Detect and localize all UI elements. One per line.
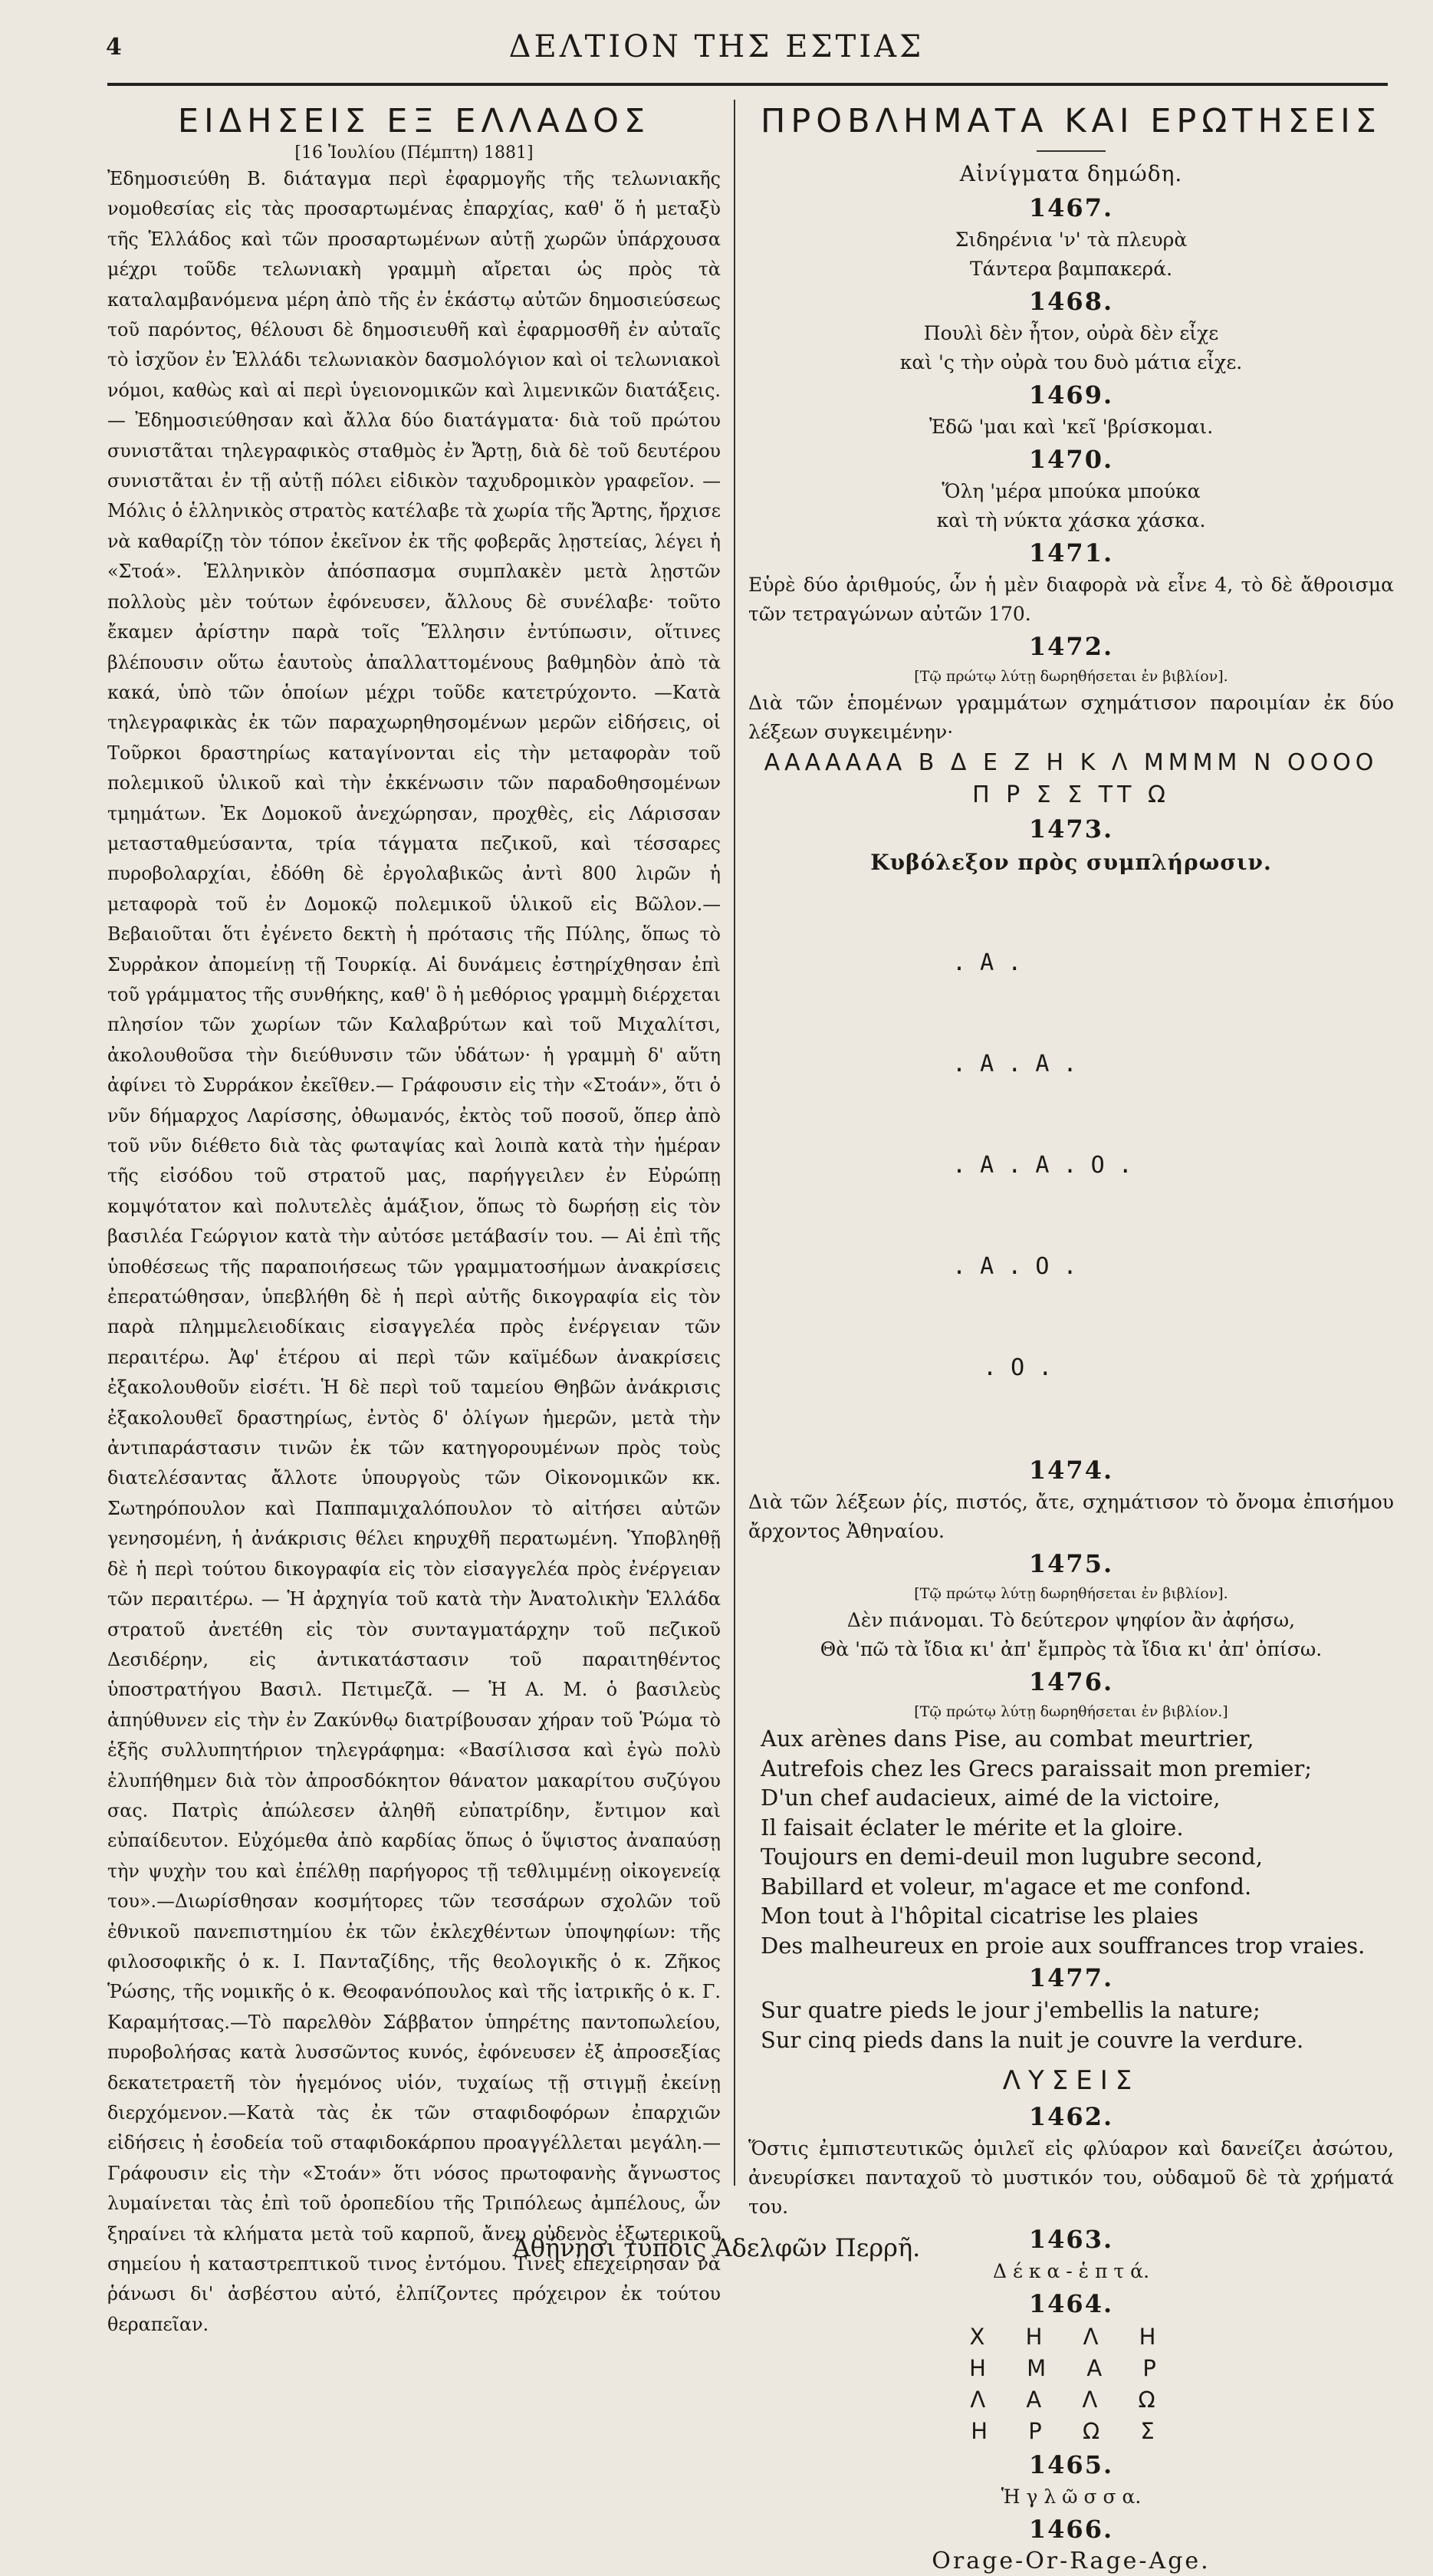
problem-1473-text: Κυβόλεξον πρὸς συμπλήρωσιν.	[870, 850, 1272, 875]
problem-1472-number: 1472.	[1028, 632, 1114, 661]
poem-line: Des malheureux en proie aux souffrances trop vraies.	[761, 1932, 1366, 1959]
grid-row: Η Ρ Ω Σ	[971, 2418, 1172, 2444]
problem-1476-prize: [Τῷ πρώτῳ λύτῃ δωρηθήσεται ἐν βιβλίον.]	[914, 1703, 1228, 1720]
problems-column	[745, 100, 1397, 2576]
problem-1470-line2: καὶ τὴ νύκτα χάσκα χάσκα.	[936, 509, 1206, 531]
problem-1471-number: 1471.	[1028, 538, 1114, 568]
poem-line: Sur cinq pieds dans la nuit je couvre la verdure.	[761, 2026, 1304, 2053]
title-rule	[1037, 150, 1106, 152]
word-square-row: . Α . Α .	[952, 1051, 1077, 1077]
problem-1472-prize: [Τῷ πρώτῳ λύτῃ δωρηθήσεται ἐν βιβλίον].	[914, 668, 1228, 685]
page-number: 4	[106, 34, 122, 61]
solution-1466-number: 1466.	[1028, 2515, 1114, 2544]
problem-1477-number: 1477.	[1028, 1963, 1114, 1992]
poem-line: Il faisait éclater le mérite et la gloire.	[761, 1814, 1184, 1841]
solution-1465-text: Ἡ γ λ ῶ σ σ α.	[1001, 2486, 1142, 2508]
solutions-title: ΛΥΣΕΙΣ	[1002, 2065, 1140, 2096]
solution-1466-text: Orage-Or-Rage-Age.	[932, 2548, 1211, 2574]
problem-1470-line1: Ὅλη 'μέρα μπούκα μπούκα	[942, 480, 1201, 502]
word-square-grid	[745, 879, 1397, 1452]
news-body: Ἐδημοσιεύθη Β. διάταγμα περὶ ἐφαρμογῆς τῆς τελωνιακῆς νομοθεσίας εἰς τὰς προσαρτωμένας ἐπαρχίας, καθ' ὅ ἡ μεταξὺ τῆς Ἑλλάδος καὶ τῶν προσαρτωμένων αὐτῇ χωρῶν ὑπάρχουσα μέχρι τοῦδε τελωνιακὴ γραμμὴ αἴρεται ὡς πρὸς τὰ καταλαμβανόμενα μέρη ἀπὸ τῆς ἐν ἑκάστῳ αὐτῶν δημοσιεύσεως τοῦ παρόντος, θέλουσι δὲ δημοσιευθῆ καὶ ἐφαρμοσθῆ ἐν αὐταῖς τὸ ἰσχῦον ἐν Ἑλλάδι τελωνιακὸν δασμολόγιον καὶ οἱ τελωνιακοὶ νόμοι, καθὼς καὶ αἱ περὶ ὑγειονομικῶν καὶ λιμενικῶν διατάξεις. — Ἐδημοσιεύθησαν καὶ ἄλλα δύο διατάγματα· διὰ τοῦ πρώτου συνιστᾶται τηλεγραφικὸς σταθμὸς ἐν Ἄρτῃ, διὰ δὲ τοῦ δευτέρου συνιστᾶται ἐν τῇ αὐτῇ πόλει εἰδικὸν ταχυδρομικὸν γραφεῖον. — Μόλις ὁ ἑλληνικὸς στρατὸς κατέλαβε τὰ χωρία τῆς Ἄρτης, ἤρχισε νὰ καθαρίζῃ τὸν τόπον ἐκεῖνον ἐκ τῆς φοβερᾶς λῃστείας, λέγει ἡ «Στοά». Ἑλληνικὸν ἀπόσπασμα συμπλακὲν μετὰ λῃστῶν πολλοὺς μὲν τούτων ἐφόνευσεν, ἄλλους δὲ συνέλαβε· τοῦτο ἔκαμεν ἀρίστην παρὰ τοῖς Ἕλλησιν ἐντύπωσιν, οἵτινες βλέπουσιν οὕτω ἑαυτοὺς ἀπαλλαττομένους βαθμηδὸν ἀπὸ τὰ κακά, ὑπὸ τῶν ὁποίων μέχρι τοῦδε κατετρύχοντο. —Κατὰ τηλεγραφικὰς ἐκ τῶν παραχωρηθησομένων μερῶν εἰδήσεις, οἱ Τοῦρκοι δραστηρίως καταγίνονται εἰς τὴν μεταφορὰν τοῦ πολεμικοῦ ὑλικοῦ καὶ τὴν ἐκκένωσιν τῶν παραδοθησομένων τμημάτων. Ἐκ Δομοκοῦ ἀνεχώρησαν, προχθὲς, εἰς Λάρισσαν μετασταθμεύσαντα, τρία τάγματα πεζικοῦ, καὶ τέσσαρες πυροβολαρχίαι, ἐδόθη δὲ ἐργολαβικῶς ἀντὶ 800 λιρῶν ἡ μεταφορὰ τοῦ ἐν Δομοκῷ πολεμικοῦ ὑλικοῦ εἰς Βῶλον.—Βεβαιοῦται ὅτι ἐγένετο δεκτὴ ἡ πρότασις τῆς Πύλης, ὅπως τὸ Συρρἀκον ἀπομείνῃ τῇ Τουρκίᾳ. Αἱ δυνάμεις ἐστηρίχθησαν ἐπὶ τοῦ γράμματος τῆς συνθήκης, καθ' ὃ ἡ μεθόριος γραμμὴ διέρχεται πλησίον τῶν χωρίων τῶν Καλαβρύτων καὶ τοῦ Μιχαλίτσι, ἀκολουθοῦσα τὴν διεύθυνσιν τῶν ὑδάτων· ἡ γραμμὴ δ' αὕτη ἀφίνει τὸ Συρράκον ἐκεῖθεν.— Γράφουσιν εἰς τὴν «Στοάν», ὅτι ὁ νῦν δήμαρχος Λαρίσσης, ὀθωμανός, ἐκτὸς τοῦ ποσοῦ, ὅπερ ἀπὸ τοῦ νῦν διέθετο διὰ τὰς φωταψίας καὶ λοιπὰ κατὰ τὴν ἡμέραν τῆς εἰσόδου τοῦ στρατοῦ μας, παρήγγειλεν ἐν Εὐρώπῃ κομψότατον καὶ πολυτελὲς ἁμάξιον, ὅπως τὸ δωρήσῃ εἰς τὸν βασιλέα Γεώργιον κατὰ τὴν αὐτόσε μετάβασίν του. — Αἱ ἐπὶ τῆς ὑποθέσεως τῆς παραποιήσεως τῶν γραμματοσήμων ἀνακρίσεις ἐπερατώθησαν, ὑπεβλήθη δὲ ἡ περὶ αὐτῆς δικογραφία εἰς τὸν παρὰ πλημμελειοδίκαις εἰσαγγελέα πρὸς ἐνέργειαν τῶν περαιτέρω. Ἀφ' ἑτέρου αἱ περὶ τῶν καϊμέδων ἀνακρίσεις ἐξακολουθοῦν εἰσέτι. Ἡ δὲ περὶ τοῦ ταμείου Θηβῶν ἀνάκρισις ἐξακολουθεῖ δραστηρίως, ἐντὸς δ' ὀλίγων ἡμερῶν, μετὰ τὴν ἀντιπαράστασιν τινῶν ἐκ τῶν κατηγορουμένων πρὸς τοὺς διατελέσαντας ἄλλοτε ὑπουργοὺς τῶν Οἰκονομικῶν κκ. Σωτηρόπουλον καὶ Παππαμιχαλόπουλον τὸ αἰτήσει αὐτῶν γενησομένη, ἡ ἀνάκρισις θέλει κηρυχθῆ περατωμένη. Ὑποβληθῇ δὲ ἡ περὶ τούτου δικογραφία εἰς τὸν εἰσαγγελέα πρὸς ἐνέργειαν τῶν περαιτέρω. — Ἡ ἀρχηγία τοῦ κατὰ τὴν Ἀνατολικὴν Ἑλλάδα στρατοῦ ἀνετέθη εἰς τὸν συνταγματάρχην τοῦ πεζικοῦ Δεσιδέρην, εἰς ἀντικατάστασιν τοῦ παραιτηθέντος ὑποστρατήγου Βασιλ. Πετιμεζᾶ. — Ἡ Α. Μ. ὁ βασιλεὺς ἀπηύθυνεν εἰς τὴν ἐν Ζακύνθῳ διατρίβουσαν χήραν τοῦ Ῥώμα τὸ ἑξῆς συλλυπητήριον τηλεγράφημα: «Βασίλισσα καὶ ἐγὼ πολὺ ἐλυπήθημεν διὰ τὸν ἀπροσδόκητον θάνατον μακαρίτου συζύγου σας. Πατρὶς ἀπώλεσεν ἀληθῆ εὐπατρίδην, ἔντιμον καὶ εὐπαίδευτον. Εὐχόμεθα ἀπὸ καρδίας ὅπως ὁ ὕψιστος ἀναπαύσῃ τὴν ψυχὴν του καὶ ἐπέλθῃ παρήγορος τῇ τεθλιμμένῃ οἰκογενείᾳ του».—Διωρίσθησαν κοσμήτορες τῶν τεσσάρων σχολῶν τοῦ ἐθνικοῦ πανεπιστημίου ἐκ τῶν ἐκλεχθέντων ὑποψηφίων: τῆς φιλοσοφικῆς ὁ κ. Ι. Πανταζίδης, τῆς θεολογικῆς ὁ κ. Ζῆκος Ῥώσης, τῆς νομικῆς ὁ κ. Θεοφανόπουλος καὶ τῆς ἰατρικῆς ὁ κ. Γ. Καραμήτσας.—Τὸ παρελθὸν Σάββατον ὑπηρέτης παντοπωλείου, πυροβολήσας κατὰ λυσσῶντος κυνός, ἐφόνευσεν ἐξ ἀπροσεξίας δεκατετραετῆ τὸν ἡγεμόνος υἱόν, τυχαίως τῇ στιγμῇ ἐκείνῃ διερχόμενον.—Κατὰ τὰς ἐκ τῶν σταφιδοφόρων ἐπαρχιῶν εἰδήσεις ἡ ἐσοδεία τοῦ σταφιδοκάρπου προαγγέλλεται μεγάλη.—Γράφουσιν εἰς τὴν «Στοάν» ὅτι νόσος πρωτοφανὴς ἄγνωστος λυμαίνεται τὰς ἐπὶ τοῦ ὀροπεδίου τῆς Τριπόλεως ἀμπέλους, ὧν ξηραίνει τὰ κλήματα μετὰ τοῦ καρποῦ, ἄνευ οὐδενὸς ἐξωτερικοῦ σημείου ἡ καταστρεπτικοῦ τινος ἐντόμου. Τινὲς ἐπεχείρησαν νὰ ῥάνωσι δι' ἀσβέστου αὐτό, ἐλπίζοντες πρόχειρον ἐκ τούτου θεραπεῖαν.	[107, 168, 721, 2335]
word-square-row: . Α .	[952, 949, 1022, 976]
problem-1471-text: Εὑρὲ δύο ἀριθμούς, ὧν ἡ μὲν διαφορὰ νὰ εἶνε 4, τὸ δὲ ἄθροισμα τῶν τετραγώνων αὐτῶν 170.	[748, 574, 1394, 625]
problem-1472-letters-line1: ΑΑΑΑΑΑΑ Β Δ Ε Ζ Η Κ Λ ΜΜΜΜ Ν ΟΟΟΟ	[764, 749, 1379, 776]
problem-1469-number: 1469.	[1028, 380, 1114, 410]
news-column	[107, 100, 721, 2340]
problem-1472-letters-line2: Π Ρ Σ Σ ΤΤ Ω	[972, 781, 1170, 808]
poem-line: Toujours en demi-deuil mon lugubre second,	[761, 1844, 1263, 1870]
grid-row: Λ Α Λ Ω	[970, 2387, 1172, 2413]
top-rule	[107, 83, 1388, 86]
solution-1463-text: Δ έ κ α - ἑ π τ ά.	[992, 2260, 1150, 2282]
problem-1476-number: 1476.	[1028, 1667, 1114, 1696]
poem-line: Autrefois chez les Grecs paraissait mon premier;	[761, 1755, 1313, 1781]
news-title: ΕΙΔΗΣΕΙΣ ΕΞ ΕΛΛΑΔΟΣ	[177, 102, 651, 140]
solution-1464-grid	[745, 2321, 1397, 2447]
problem-1468-line2: καὶ 'ς τὴν οὐρὰ του δυὸ μάτια εἶχε.	[899, 351, 1243, 373]
printer-imprint: Ἀθήνησι τύποις Ἀδελφῶν Περρῆ.	[512, 2233, 921, 2262]
solution-1462-number: 1462.	[1028, 2102, 1114, 2131]
problem-1473-number: 1473.	[1028, 814, 1114, 844]
poem-line: Mon tout à l'hôpital cicatrise les plaies	[761, 1903, 1198, 1929]
problem-1467-number: 1467.	[1028, 193, 1114, 222]
problem-1474-text: Διὰ τῶν λέξεων ῥίς, πιστός, ἄτε, σχημάτισον τὸ ὄνομα ἐπισήμου ἄρχοντος Ἀθηναίου.	[748, 1491, 1394, 1542]
problem-1475-line1: Δὲν πιάνομαι. Τὸ δεύτερον ψηφίον ἂν ἀφήσω,	[846, 1609, 1296, 1631]
problem-1470-number: 1470.	[1028, 445, 1114, 474]
problem-1472-text: Διὰ τῶν ἑπομένων γραμμάτων σχημάτισον παροιμίαν ἐκ δύο λέξεων συγκειμένην·	[748, 692, 1394, 743]
solution-1462-text: Ὅστις ἐμπιστευτικῶς ὁμιλεῖ εἰς φλύαρον καὶ δανείζει ἀσώτου, ἀνευρίσκει πανταχοῦ τὸ μυστικόν του, οὐδαμοῦ δὲ τὰ χρήματά του.	[748, 2137, 1394, 2218]
problem-1475-number: 1475.	[1028, 1549, 1114, 1578]
solution-1464-number: 1464.	[1028, 2289, 1114, 2318]
problem-1468-number: 1468.	[1028, 287, 1114, 316]
problem-1477-poem	[745, 1995, 1397, 2055]
word-square-row: . Ο .	[983, 1354, 1053, 1381]
solution-1463-number: 1463.	[1028, 2225, 1114, 2254]
poem-line: Sur quatre pieds le jour j'embellis la nature;	[761, 1997, 1260, 2023]
problem-1475-prize: [Τῷ πρώτῳ λύτῃ δωρηθήσεται ἐν βιβλίον].	[914, 1585, 1228, 1602]
poem-line: Babillard et voleur, m'agace et me confond.	[761, 1873, 1252, 1900]
problems-title: ΠΡΟΒΛΗΜΑΤΑ ΚΑΙ ΕΡΩΤΗΣΕΙΣ	[761, 102, 1382, 140]
poem-line: Aux arènes dans Pise, au combat meurtrier,	[761, 1726, 1254, 1752]
column-divider	[734, 100, 735, 2186]
grid-row: Η Μ Α Ρ	[969, 2355, 1173, 2381]
problem-1467-text: Σιδηρένια 'ν' τὰ πλευρὰ Τάντερα βαμπακερά.	[955, 229, 1188, 280]
problem-1475-line2: Θὰ 'πῶ τὰ ἴδια κι' ἀπ' ἔμπρὸς τὰ ἴδια κι' ἀπ' ὀπίσω.	[820, 1638, 1323, 1660]
news-dateline: [16 Ἰουλίου (Πέμπτη) 1881]	[294, 143, 534, 163]
word-square-row: . Α . Ο .	[952, 1253, 1077, 1280]
solution-1465-number: 1465.	[1028, 2450, 1114, 2479]
riddles-heading: Αἰνίγματα δημώδη.	[959, 161, 1183, 186]
poem-line: D'un chef audacieux, aimé de la victoire,	[761, 1785, 1221, 1811]
masthead: ΔΕΛΤΙΟΝ ΤΗΣ ΕΣΤΙΑΣ	[508, 29, 925, 64]
problem-1468-line1: Πουλὶ δὲν ἦτον, οὐρὰ δὲν εἶχε	[923, 322, 1219, 344]
word-square-row: . Α . Α . Ο .	[952, 1152, 1132, 1179]
grid-row: Χ Η Λ Η	[969, 2324, 1173, 2350]
problem-1469-text: Ἐδῶ 'μαι καὶ 'κεῖ 'βρίσκομαι.	[928, 416, 1214, 438]
problem-1474-number: 1474.	[1028, 1456, 1114, 1485]
problem-1476-poem	[745, 1724, 1397, 1960]
